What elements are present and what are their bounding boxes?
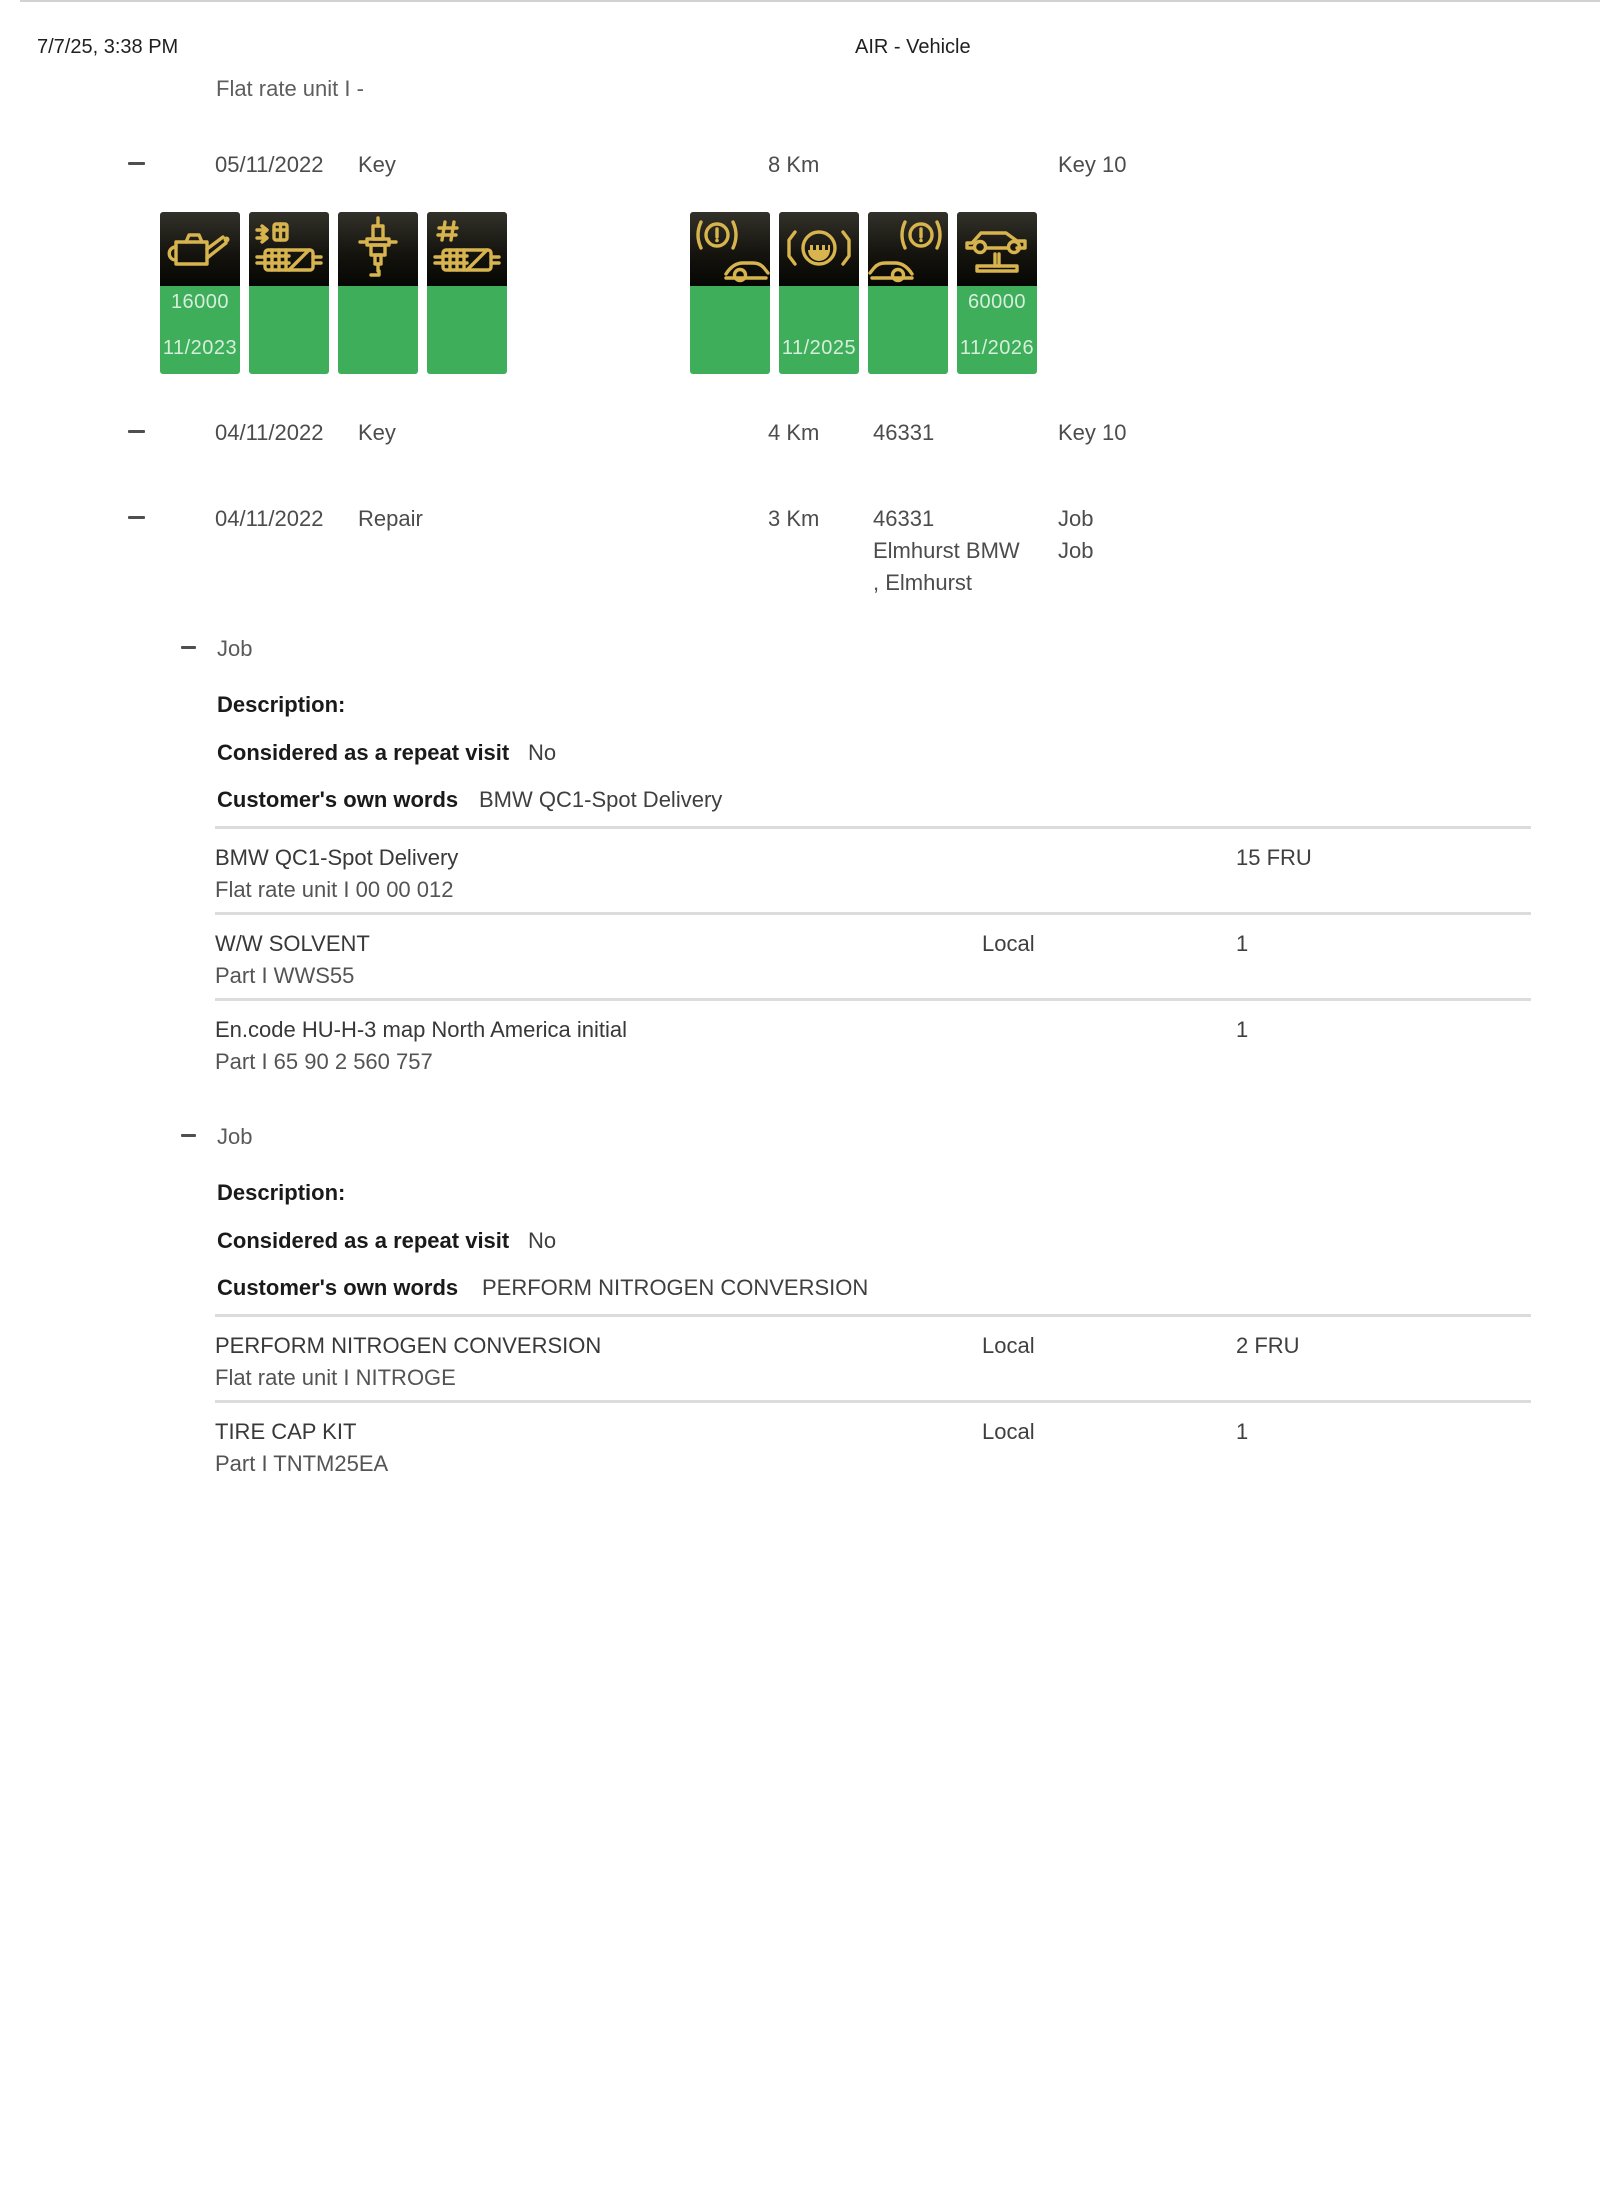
collapse-toggle[interactable]	[128, 430, 145, 433]
front-brake-icon	[690, 212, 770, 286]
cbs-status-green	[868, 286, 948, 374]
cbs-tile-engine-oil	[160, 212, 240, 374]
collapse-toggle[interactable]	[181, 1134, 196, 1137]
job-item-title: BMW QC1-Spot Delivery	[215, 845, 459, 870]
job-item-qty: 1	[1236, 1419, 1249, 1444]
cbs-status-green	[160, 286, 240, 374]
repeat-visit-label: Considered as a repeat visit	[217, 1228, 510, 1253]
history-dealer-name: Elmhurst BMW	[873, 538, 1020, 563]
print-timestamp: 7/7/25, 3:38 PM	[37, 36, 179, 58]
cbs-tile-rear-brake	[868, 212, 948, 374]
collapse-toggle[interactable]	[128, 516, 145, 519]
description-label: Description:	[217, 1180, 346, 1205]
history-dealer: 46331	[873, 506, 935, 531]
page-top-edge	[20, 0, 1600, 2]
cbs-tile-micro-filter	[427, 212, 507, 374]
divider	[215, 1400, 1531, 1403]
cbs-status-green	[249, 286, 329, 374]
cbs-tile-front-brake	[690, 212, 770, 374]
history-dealer: 46331	[873, 420, 935, 445]
cbs-remaining-value: 16000	[170, 291, 230, 313]
job-section-label: Job	[217, 636, 253, 661]
cbs-remaining-value: 60000	[967, 291, 1027, 313]
history-ref: Job	[1058, 506, 1094, 531]
divider	[215, 1314, 1531, 1317]
job-item-detail: Part I WWS55	[215, 963, 355, 988]
job-item-title: PERFORM NITROGEN CONVERSION	[215, 1333, 602, 1358]
history-ref: Key 10	[1058, 420, 1127, 445]
cbs-due-date: 11/2026	[959, 337, 1035, 359]
divider	[215, 826, 1531, 829]
divider	[215, 998, 1531, 1001]
rear-brake-icon	[868, 212, 948, 286]
history-mileage: 3 Km	[768, 506, 820, 531]
repeat-visit-label: Considered as a repeat visit	[217, 740, 510, 765]
cbs-tile-brake-fluid	[779, 212, 859, 374]
own-words-value: BMW QC1-Spot Delivery	[479, 787, 723, 812]
job-item-qty: 1	[1236, 1017, 1249, 1042]
history-ref: Job	[1058, 538, 1094, 563]
repeat-visit-value: No	[528, 1228, 557, 1253]
job-item-source: Local	[982, 1333, 1035, 1358]
job-item-source: Local	[982, 1419, 1035, 1444]
job-item-qty: 15 FRU	[1236, 845, 1312, 870]
job-item-detail: Part I TNTM25EA	[215, 1451, 389, 1476]
history-mileage: 8 Km	[768, 152, 820, 177]
own-words-label: Customer's own words	[217, 787, 459, 812]
cbs-tile-spark-plug	[338, 212, 418, 374]
job-item-detail: Part I 65 90 2 560 757	[215, 1049, 433, 1074]
cbs-status-green	[338, 286, 418, 374]
job-item-qty: 1	[1236, 931, 1249, 956]
own-words-value: PERFORM NITROGEN CONVERSION	[482, 1275, 869, 1300]
own-words-label: Customer's own words	[217, 1275, 459, 1300]
job-item-detail: Flat rate unit I NITROGE	[215, 1365, 456, 1390]
job-item-detail: Flat rate unit I 00 00 012	[215, 877, 454, 902]
flat-rate-subtitle: Flat rate unit I -	[216, 76, 364, 101]
collapse-toggle[interactable]	[128, 162, 145, 165]
history-date: 04/11/2022	[215, 420, 324, 445]
cbs-due-date: 11/2023	[162, 337, 238, 359]
cbs-status-green	[957, 286, 1037, 374]
job-item-source: Local	[982, 931, 1035, 956]
history-type: Repair	[358, 506, 423, 531]
job-item-title: En.code HU-H-3 map North America initial	[215, 1017, 628, 1042]
history-date: 05/11/2022	[215, 152, 324, 177]
history-type: Key	[358, 420, 396, 445]
spark-plug-icon	[338, 212, 418, 286]
history-ref: Key 10	[1058, 152, 1127, 177]
cbs-tile-exhaust-filter	[249, 212, 329, 374]
cbs-status-green: 11/2025	[779, 286, 859, 374]
divider	[215, 912, 1531, 915]
history-date: 04/11/2022	[215, 506, 324, 531]
brake-fluid-icon	[779, 212, 859, 286]
engine-oil-icon	[160, 212, 240, 286]
micro-filter-icon	[427, 212, 507, 286]
vehicle-inspection-icon	[957, 212, 1037, 286]
cbs-status-green	[690, 286, 770, 374]
collapse-toggle[interactable]	[181, 646, 196, 649]
history-dealer-city: , Elmhurst	[873, 570, 973, 595]
cbs-status-green	[427, 286, 507, 374]
exhaust-filter-icon	[249, 212, 329, 286]
job-item-qty: 2 FRU	[1236, 1333, 1300, 1358]
history-type: Key	[358, 152, 396, 177]
description-label: Description:	[217, 692, 346, 717]
history-mileage: 4 Km	[768, 420, 820, 445]
repeat-visit-value: No	[528, 740, 557, 765]
page-title: AIR - Vehicle	[855, 36, 971, 58]
job-section-label: Job	[217, 1124, 253, 1149]
cbs-tile-vehicle-inspection	[957, 212, 1037, 374]
job-item-title: W/W SOLVENT	[215, 931, 370, 956]
job-item-title: TIRE CAP KIT	[215, 1419, 357, 1444]
